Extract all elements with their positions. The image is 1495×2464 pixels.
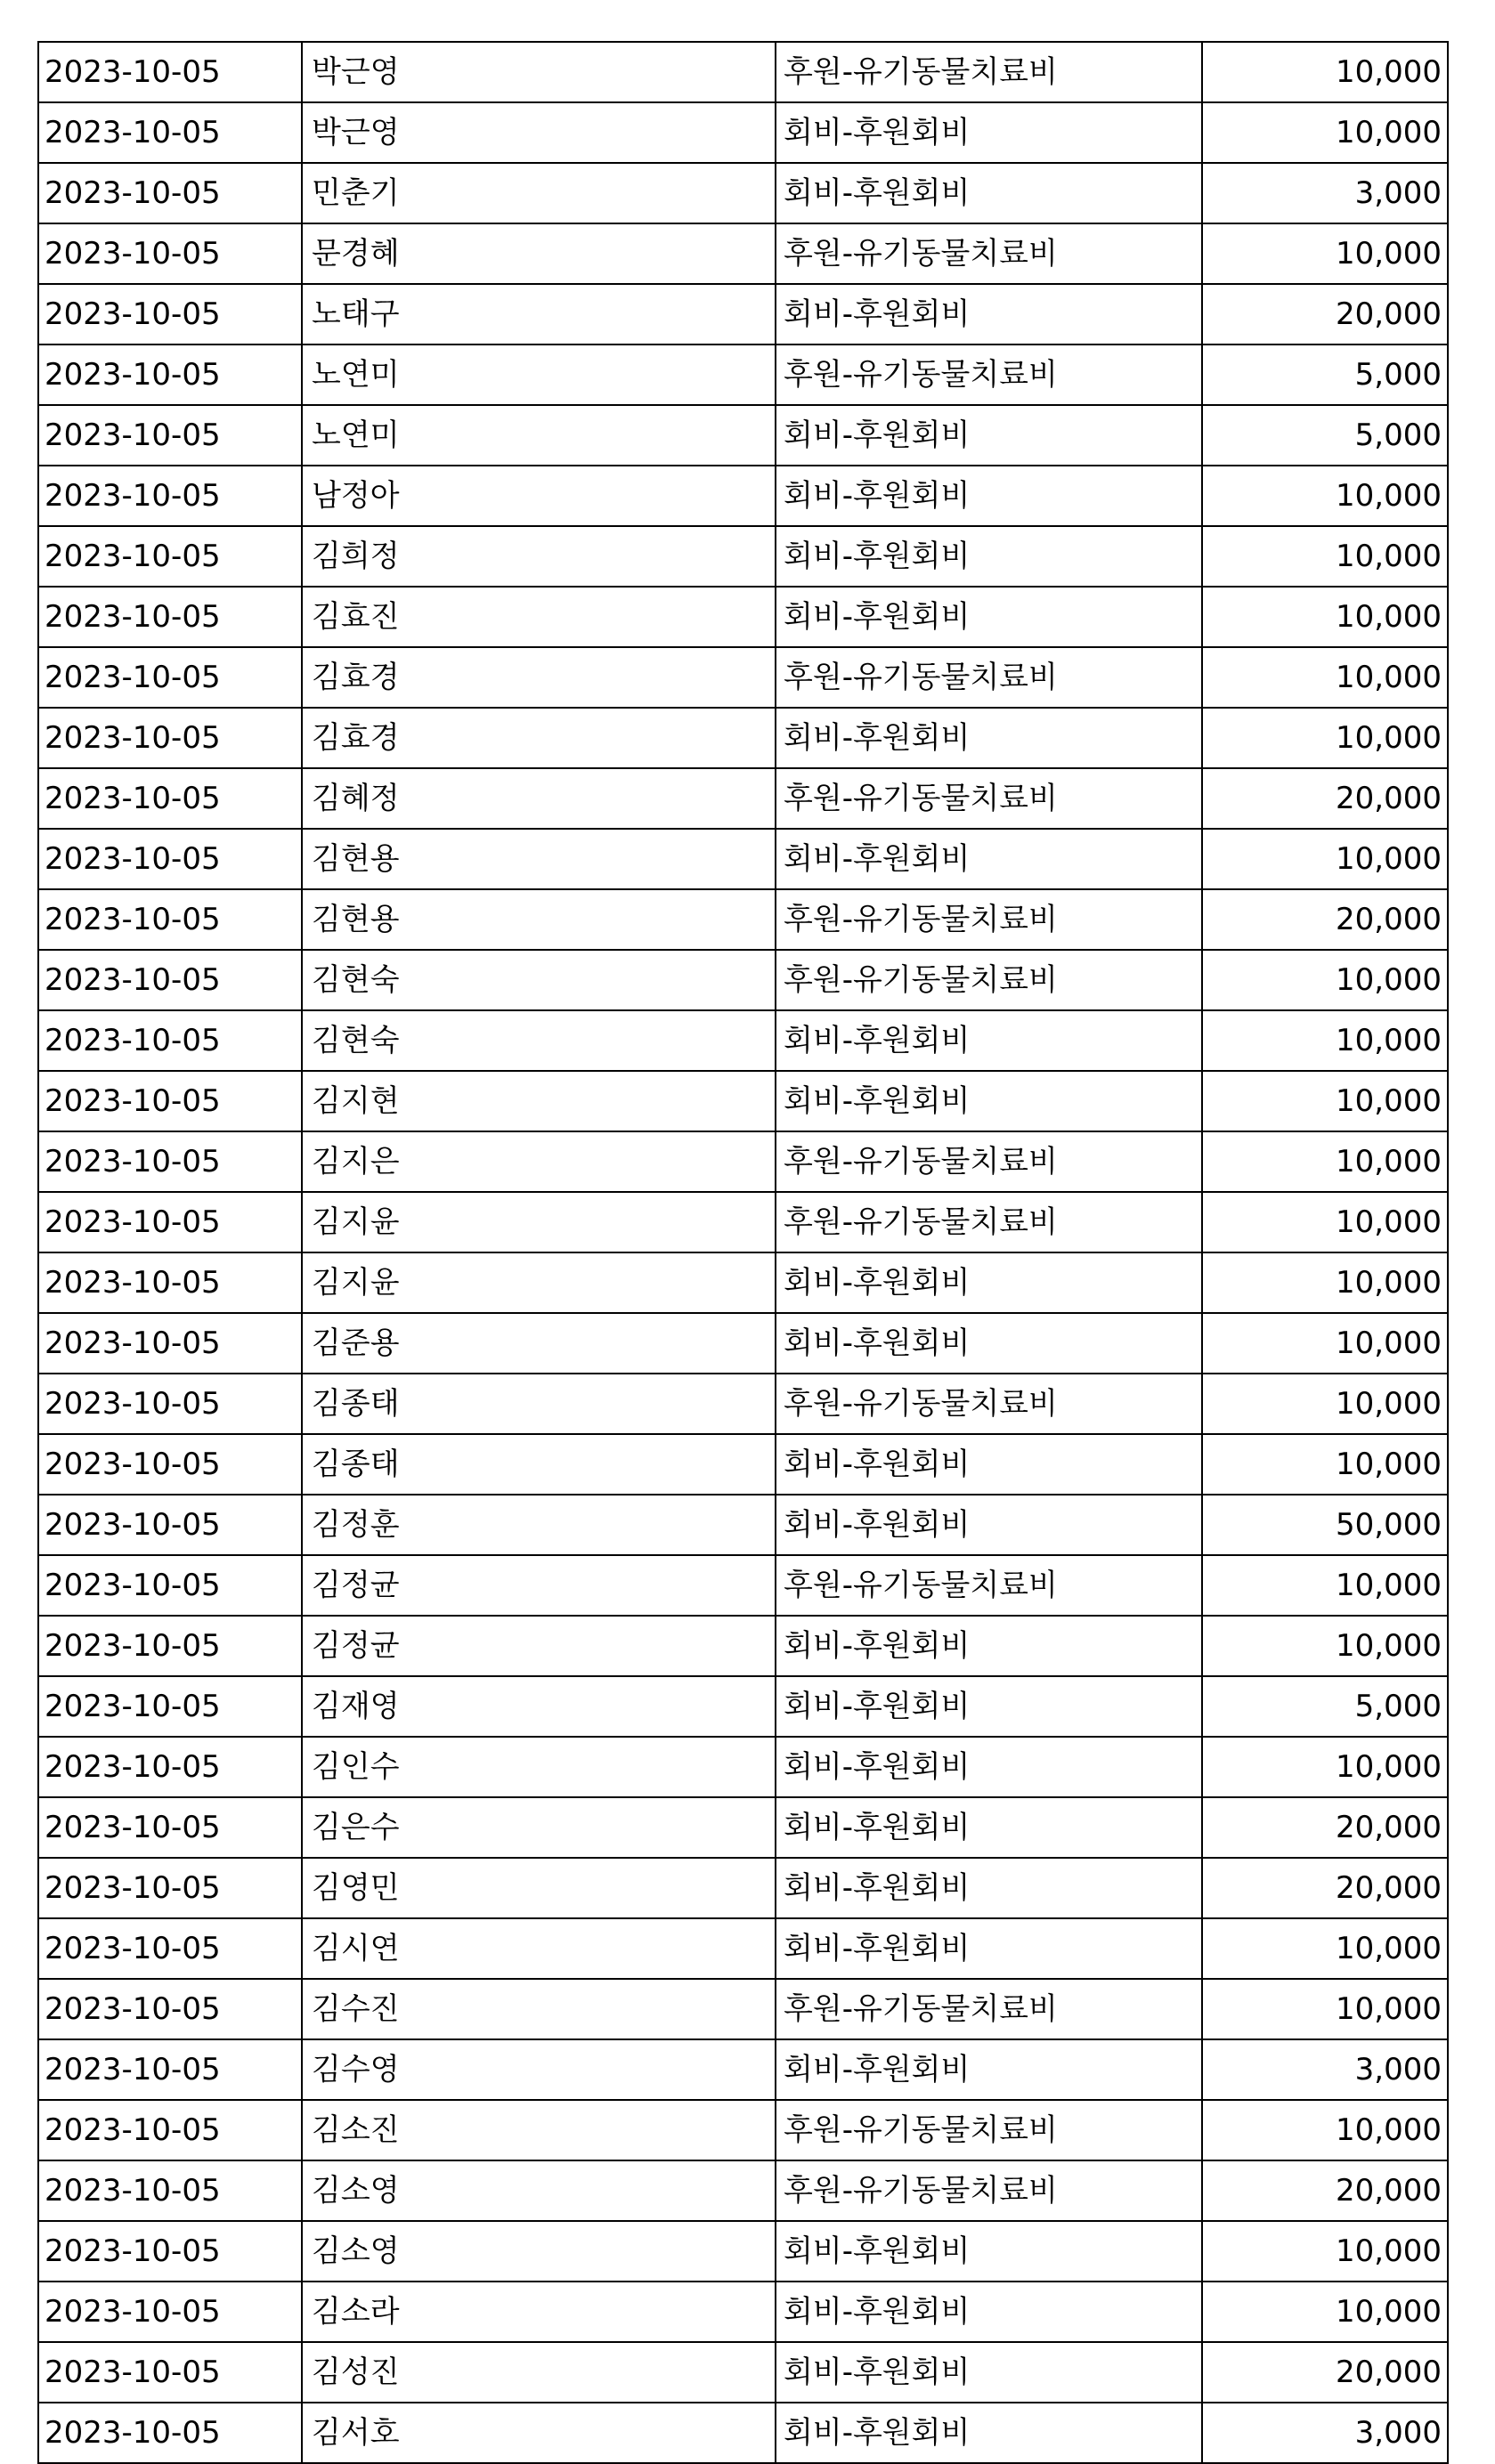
table-row [38,223,1448,284]
date-cell: 2023-10-05 [38,647,302,708]
date-cell: 2023-10-05 [38,1555,302,1616]
name-cell: 김준용 [302,1313,776,1374]
amount-cell: 20,000 [1202,1858,1448,1918]
name-cell: 김은수 [302,1797,776,1858]
table-row [38,1616,1448,1676]
category-cell: 회비-후원회비 [776,2282,1202,2342]
name-cell: 노연미 [302,344,776,405]
name-cell: 김서호 [302,2403,776,2463]
date-cell: 2023-10-05 [38,42,302,102]
name-cell: 김수진 [302,1979,776,2039]
amount-cell: 10,000 [1202,950,1448,1010]
category-cell: 회비-후원회비 [776,284,1202,344]
ledger-body [38,42,1448,2463]
table-row [38,889,1448,950]
amount-cell: 10,000 [1202,1131,1448,1192]
amount-cell: 10,000 [1202,2100,1448,2160]
category-cell: 후원-유기동물치료비 [776,889,1202,950]
date-cell: 2023-10-05 [38,344,302,405]
amount-cell: 20,000 [1202,889,1448,950]
category-cell: 회비-후원회비 [776,1434,1202,1495]
date-cell: 2023-10-05 [38,1797,302,1858]
amount-cell: 10,000 [1202,1374,1448,1434]
name-cell: 김정균 [302,1555,776,1616]
name-cell: 김종태 [302,1434,776,1495]
table-row [38,1252,1448,1313]
amount-cell: 10,000 [1202,1616,1448,1676]
amount-cell: 10,000 [1202,587,1448,647]
amount-cell: 3,000 [1202,163,1448,223]
name-cell: 노연미 [302,405,776,466]
table-row [38,1737,1448,1797]
category-cell: 후원-유기동물치료비 [776,1979,1202,2039]
date-cell: 2023-10-05 [38,587,302,647]
date-cell: 2023-10-05 [38,163,302,223]
date-cell: 2023-10-05 [38,1495,302,1555]
table-row [38,284,1448,344]
date-cell: 2023-10-05 [38,284,302,344]
category-cell: 후원-유기동물치료비 [776,1374,1202,1434]
category-cell: 회비-후원회비 [776,1010,1202,1071]
amount-cell: 10,000 [1202,1918,1448,1979]
date-cell: 2023-10-05 [38,2039,302,2100]
category-cell: 회비-후원회비 [776,2221,1202,2282]
table-row [38,2342,1448,2403]
amount-cell: 20,000 [1202,2160,1448,2221]
table-row [38,1313,1448,1374]
category-cell: 후원-유기동물치료비 [776,1131,1202,1192]
date-cell: 2023-10-05 [38,950,302,1010]
category-cell: 회비-후원회비 [776,829,1202,889]
name-cell: 문경혜 [302,223,776,284]
amount-cell: 10,000 [1202,2221,1448,2282]
amount-cell: 10,000 [1202,1192,1448,1252]
date-cell: 2023-10-05 [38,1374,302,1434]
amount-cell: 10,000 [1202,2282,1448,2342]
category-cell: 회비-후원회비 [776,163,1202,223]
amount-cell: 5,000 [1202,344,1448,405]
name-cell: 김소라 [302,2282,776,2342]
category-cell: 회비-후원회비 [776,2039,1202,2100]
category-cell: 회비-후원회비 [776,1616,1202,1676]
amount-cell: 10,000 [1202,1555,1448,1616]
date-cell: 2023-10-05 [38,829,302,889]
name-cell: 김재영 [302,1676,776,1737]
name-cell: 김현숙 [302,950,776,1010]
table-row [38,1374,1448,1434]
table-row [38,1555,1448,1616]
category-cell: 후원-유기동물치료비 [776,1555,1202,1616]
table-row [38,1131,1448,1192]
amount-cell: 10,000 [1202,223,1448,284]
category-cell: 후원-유기동물치료비 [776,223,1202,284]
table-row [38,708,1448,768]
date-cell: 2023-10-05 [38,1676,302,1737]
category-cell: 후원-유기동물치료비 [776,42,1202,102]
category-cell: 회비-후원회비 [776,2342,1202,2403]
table-row [38,1797,1448,1858]
name-cell: 김인수 [302,1737,776,1797]
name-cell: 김희정 [302,526,776,587]
amount-cell: 10,000 [1202,1071,1448,1131]
date-cell: 2023-10-05 [38,1979,302,2039]
category-cell: 회비-후원회비 [776,1495,1202,1555]
amount-cell: 3,000 [1202,2039,1448,2100]
table-row [38,42,1448,102]
amount-cell: 5,000 [1202,1676,1448,1737]
date-cell: 2023-10-05 [38,1010,302,1071]
table-row [38,344,1448,405]
table-row [38,2282,1448,2342]
date-cell: 2023-10-05 [38,1737,302,1797]
table-row [38,1676,1448,1737]
name-cell: 김성진 [302,2342,776,2403]
amount-cell: 10,000 [1202,1434,1448,1495]
category-cell: 회비-후원회비 [776,708,1202,768]
category-cell: 후원-유기동물치료비 [776,2100,1202,2160]
date-cell: 2023-10-05 [38,1192,302,1252]
date-cell: 2023-10-05 [38,1252,302,1313]
table-row [38,1434,1448,1495]
category-cell: 회비-후원회비 [776,1737,1202,1797]
date-cell: 2023-10-05 [38,526,302,587]
table-row [38,1071,1448,1131]
name-cell: 김지은 [302,1131,776,1192]
name-cell: 남정아 [302,466,776,526]
date-cell: 2023-10-05 [38,2160,302,2221]
category-cell: 회비-후원회비 [776,466,1202,526]
category-cell: 후원-유기동물치료비 [776,647,1202,708]
table-row [38,1010,1448,1071]
name-cell: 김혜정 [302,768,776,829]
amount-cell: 20,000 [1202,284,1448,344]
table-row [38,2403,1448,2463]
name-cell: 김지윤 [302,1252,776,1313]
amount-cell: 10,000 [1202,1252,1448,1313]
category-cell: 회비-후원회비 [776,1071,1202,1131]
amount-cell: 20,000 [1202,768,1448,829]
table-row [38,2039,1448,2100]
table-row [38,1918,1448,1979]
amount-cell: 10,000 [1202,102,1448,163]
date-cell: 2023-10-05 [38,1131,302,1192]
date-cell: 2023-10-05 [38,102,302,163]
amount-cell: 3,000 [1202,2403,1448,2463]
name-cell: 김시연 [302,1918,776,1979]
name-cell: 노태구 [302,284,776,344]
name-cell: 김종태 [302,1374,776,1434]
date-cell: 2023-10-05 [38,405,302,466]
category-cell: 회비-후원회비 [776,102,1202,163]
category-cell: 회비-후원회비 [776,1676,1202,1737]
name-cell: 민춘기 [302,163,776,223]
date-cell: 2023-10-05 [38,1071,302,1131]
date-cell: 2023-10-05 [38,1858,302,1918]
date-cell: 2023-10-05 [38,1918,302,1979]
name-cell: 김지윤 [302,1192,776,1252]
name-cell: 김소영 [302,2160,776,2221]
table-row [38,950,1448,1010]
amount-cell: 10,000 [1202,829,1448,889]
amount-cell: 10,000 [1202,1313,1448,1374]
amount-cell: 20,000 [1202,2342,1448,2403]
category-cell: 회비-후원회비 [776,526,1202,587]
name-cell: 김효경 [302,647,776,708]
name-cell: 김영민 [302,1858,776,1918]
table-row [38,768,1448,829]
table-row [38,2100,1448,2160]
table-row [38,829,1448,889]
name-cell: 김지현 [302,1071,776,1131]
name-cell: 김현용 [302,889,776,950]
name-cell: 김소영 [302,2221,776,2282]
date-cell: 2023-10-05 [38,1616,302,1676]
category-cell: 회비-후원회비 [776,1313,1202,1374]
date-cell: 2023-10-05 [38,889,302,950]
table-row [38,466,1448,526]
date-cell: 2023-10-05 [38,223,302,284]
table-row [38,526,1448,587]
amount-cell: 10,000 [1202,466,1448,526]
amount-cell: 10,000 [1202,1737,1448,1797]
name-cell: 김현숙 [302,1010,776,1071]
date-cell: 2023-10-05 [38,466,302,526]
category-cell: 후원-유기동물치료비 [776,950,1202,1010]
category-cell: 회비-후원회비 [776,405,1202,466]
date-cell: 2023-10-05 [38,2403,302,2463]
table-row [38,163,1448,223]
name-cell: 김현용 [302,829,776,889]
category-cell: 후원-유기동물치료비 [776,344,1202,405]
table-row [38,1858,1448,1918]
table-row [38,1495,1448,1555]
name-cell: 박근영 [302,102,776,163]
name-cell: 박근영 [302,42,776,102]
category-cell: 회비-후원회비 [776,1918,1202,1979]
name-cell: 김효경 [302,708,776,768]
category-cell: 회비-후원회비 [776,2403,1202,2463]
date-cell: 2023-10-05 [38,1434,302,1495]
category-cell: 후원-유기동물치료비 [776,1192,1202,1252]
name-cell: 김정훈 [302,1495,776,1555]
amount-cell: 10,000 [1202,1010,1448,1071]
amount-cell: 10,000 [1202,1979,1448,2039]
category-cell: 회비-후원회비 [776,1797,1202,1858]
category-cell: 후원-유기동물치료비 [776,768,1202,829]
amount-cell: 10,000 [1202,708,1448,768]
amount-cell: 10,000 [1202,42,1448,102]
name-cell: 김정균 [302,1616,776,1676]
name-cell: 김수영 [302,2039,776,2100]
ledger-table [37,41,1449,2464]
table-row [38,2221,1448,2282]
amount-cell: 50,000 [1202,1495,1448,1555]
category-cell: 회비-후원회비 [776,1252,1202,1313]
category-cell: 회비-후원회비 [776,1858,1202,1918]
table-row [38,1192,1448,1252]
category-cell: 후원-유기동물치료비 [776,2160,1202,2221]
amount-cell: 5,000 [1202,405,1448,466]
date-cell: 2023-10-05 [38,2221,302,2282]
table-row [38,647,1448,708]
date-cell: 2023-10-05 [38,1313,302,1374]
date-cell: 2023-10-05 [38,708,302,768]
table-row [38,102,1448,163]
table-row [38,2160,1448,2221]
date-cell: 2023-10-05 [38,2282,302,2342]
date-cell: 2023-10-05 [38,2342,302,2403]
amount-cell: 20,000 [1202,1797,1448,1858]
date-cell: 2023-10-05 [38,768,302,829]
name-cell: 김소진 [302,2100,776,2160]
table-row [38,1979,1448,2039]
amount-cell: 10,000 [1202,526,1448,587]
table-row [38,587,1448,647]
category-cell: 회비-후원회비 [776,587,1202,647]
name-cell: 김효진 [302,587,776,647]
date-cell: 2023-10-05 [38,2100,302,2160]
amount-cell: 10,000 [1202,647,1448,708]
table-row [38,405,1448,466]
